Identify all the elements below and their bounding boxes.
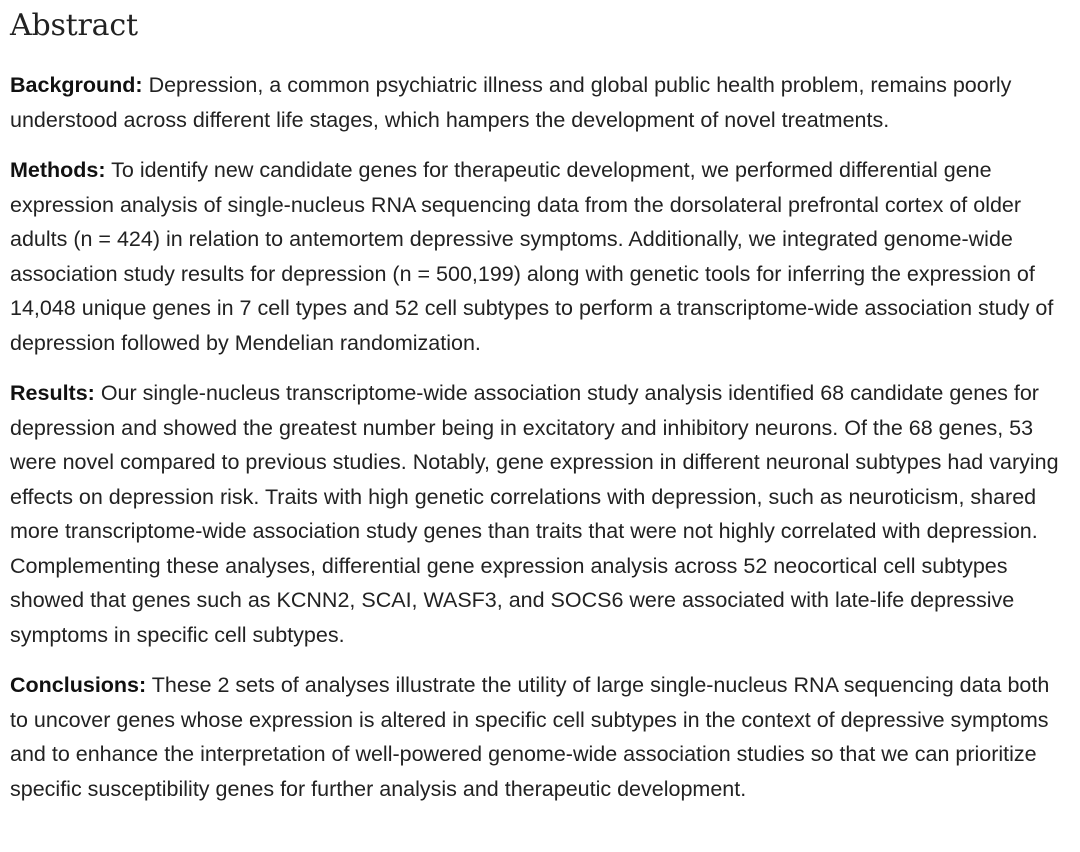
- section-label: Background:: [10, 73, 143, 97]
- section-text: Depression, a common psychiatric illness and global public health problem, remains poorly understood across different life stages, which hampers the development of novel treatments.: [10, 73, 1012, 132]
- section-label: Conclusions:: [10, 673, 147, 697]
- abstract-section-methods: [10, 153, 1070, 360]
- abstract-section-results: [10, 376, 1070, 652]
- section-text: Our single-nucleus transcriptome-wide association study analysis identified 68 candidate genes for depression and showed the greatest number being in excitatory and inhibitory neurons. Of the 68 genes, 53 were novel compared to previous studies. Notably, gene expression in different neuronal subtypes had varying effects on depression risk. Traits with high genetic correlations with depression, such as neuroticism, shared more transcriptome-wide association study genes than traits that were not highly correlated with depression. Complementing these analyses, differential gene expression analysis across 52 neocortical cell subtypes showed that genes such as KCNN2, SCAI, WASF3, and SOCS6 were associated with late-life depressive symptoms in specific cell subtypes.: [10, 381, 1059, 647]
- abstract-section-conclusions: [10, 668, 1070, 806]
- abstract-section-background: [10, 68, 1070, 137]
- section-label: Results:: [10, 381, 95, 405]
- section-text: These 2 sets of analyses illustrate the utility of large single-nucleus RNA sequencing data both to uncover genes whose expression is altered in specific cell subtypes in the context of depressive symptoms and to enhance the interpretation of well-powered genome-wide association studies so that we can prioritize specific susceptibility genes for further analysis and therapeutic development.: [10, 673, 1050, 801]
- section-text: To identify new candidate genes for therapeutic development, we performed differential gene expression analysis of single-nucleus RNA sequencing data from the dorsolateral prefrontal cortex of older adults (n = 424) in relation to antemortem depressive symptoms. Additionally, we integrated genome-wide association study results for depression (n = 500,199) along with genetic tools for inferring the expression of 14,048 unique genes in 7 cell types and 52 cell subtypes to perform a transcriptome-wide association study of depression followed by Mendelian randomization.: [10, 158, 1054, 355]
- section-label: Methods:: [10, 158, 106, 182]
- abstract-heading: Abstract: [10, 8, 138, 43]
